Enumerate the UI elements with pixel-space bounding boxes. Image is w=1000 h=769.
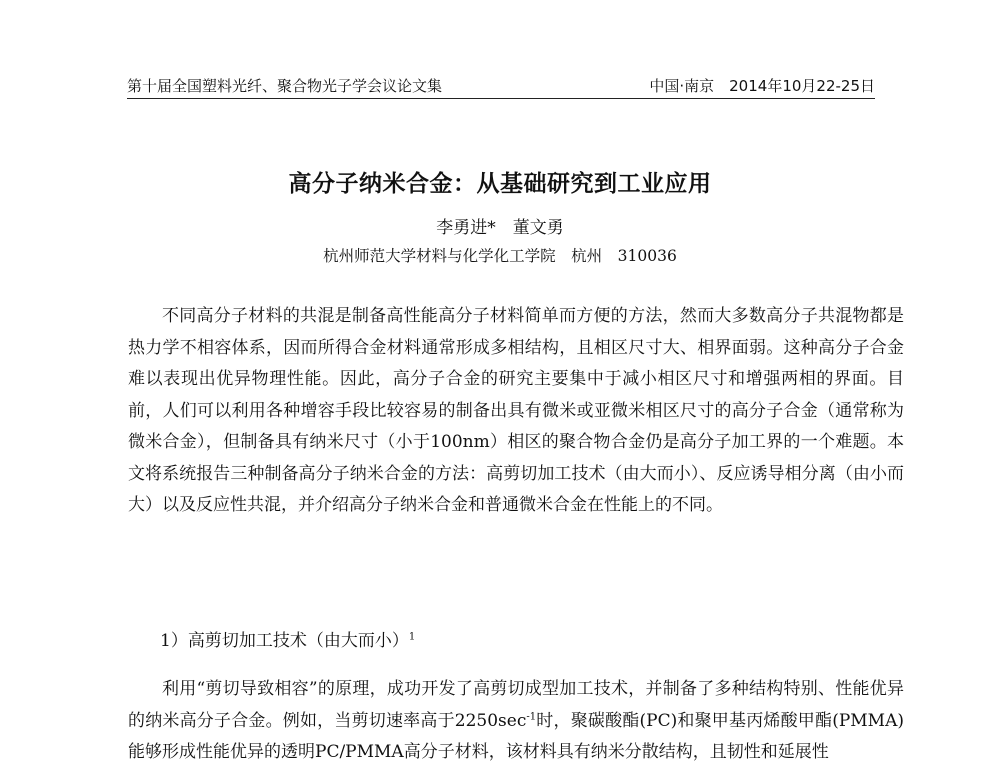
author-affiliation: 杭州师范大学材料与化学化工学院 杭州 310036 bbox=[323, 247, 677, 265]
paragraph-text-part-1: 利用“剪切导致相容”的原理，成功开发了高剪切成型加工技术，并制备了多种结构特别、性能优异的纳米高分子合金。例如，当剪切速率高于2250sec bbox=[128, 679, 904, 731]
paper-title: 高分子纳米合金：从基础研究到工业应用 bbox=[288, 171, 712, 197]
running-header bbox=[127, 72, 875, 96]
paper-authors: 李勇进* 董文勇 bbox=[436, 218, 564, 238]
body-paragraph-intro: 不同高分子材料的共混是制备高性能高分子材料简单而方便的方法，然而大多数高分子共混物都是热力学不相容体系，因而所得合金材料通常形成多相结构，且相区尺寸大、相界面弱。这种高分子合金难以表现出优异物理性能。因此，高分子合金的研究主要集中于减小相区尺寸和增强两相的界面。目前，人们可以利用各种增容手段比较容易的制备出具有微米或亚微米相区尺寸的高分子合金（通常称为微米合金），但制备具有纳米尺寸（小于100nm）相区的聚合物合金仍是高分子加工界的一个难题。本文将系统报告三种制备高分子纳米合金的方法：高剪切加工技术（由大而小）、反应诱导相分离（由小而大）以及反应性共混，并介绍高分子纳米合金和普通微米合金在性能上的不同。 bbox=[128, 306, 904, 515]
paragraph-text-part-2: 时，聚碳酸酯(PC)和聚甲基丙烯酸甲酯(PMMA)能够形成性能优异的透明PC/PMMA高分子材料，该材料具有纳米分散结构，且韧性和延展性 bbox=[128, 710, 904, 762]
unit-exponent: -1 bbox=[526, 710, 537, 722]
header-divider bbox=[127, 98, 875, 99]
body-paragraph-high-shear bbox=[128, 674, 904, 769]
reference-marker: 1 bbox=[408, 631, 416, 643]
conference-location-date: 中国·南京 2014年10月22-25日 bbox=[649, 77, 875, 95]
proceedings-title: 第十届全国塑料光纤、聚合物光子学会议论文集 bbox=[127, 77, 443, 95]
section-heading-text: 1）高剪切加工技术（由大而小） bbox=[160, 631, 409, 651]
section-heading-high-shear bbox=[160, 626, 415, 658]
